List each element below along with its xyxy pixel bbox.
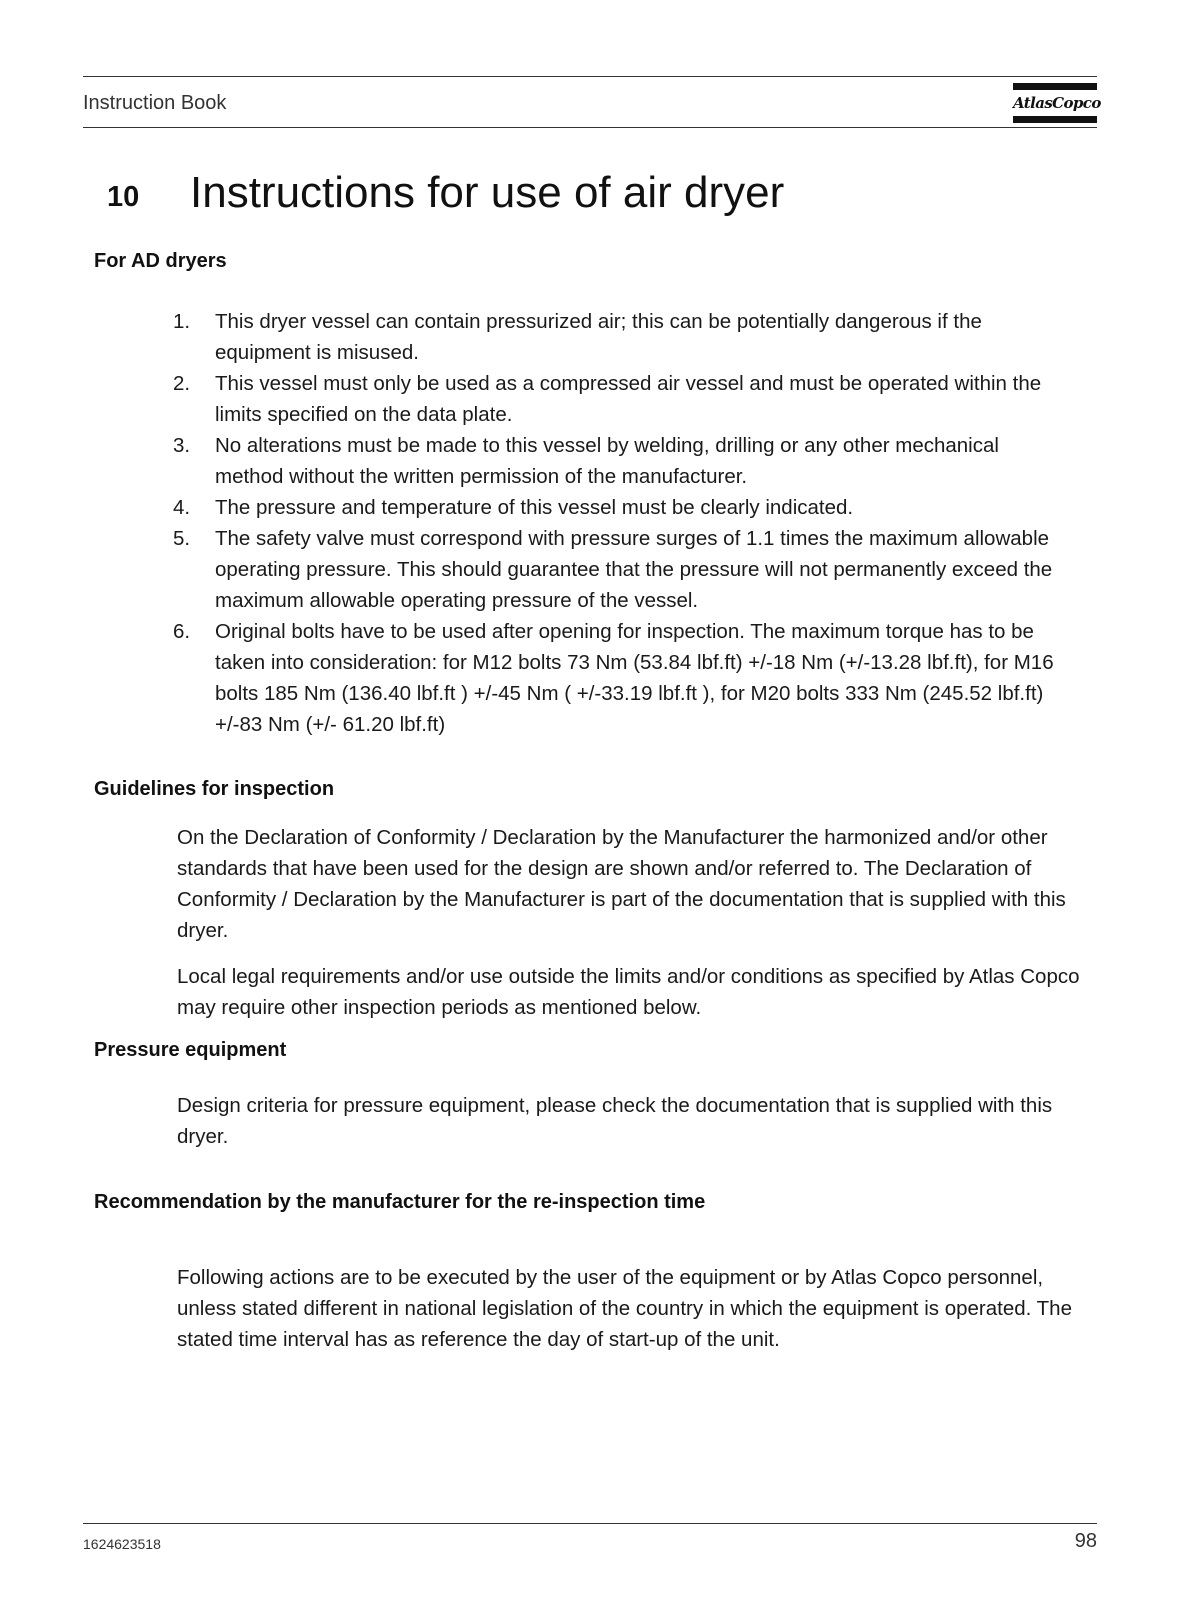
- list-item-text: This dryer vessel can contain pressurized air; this can be potentially dangerous if the equipment is misused.: [215, 310, 982, 364]
- chapter-number: 10: [107, 181, 140, 213]
- list-item: [173, 306, 1073, 368]
- logo-wordmark: AtlasCopco: [1013, 94, 1101, 112]
- recommendation-paragraph: Following actions are to be executed by the user of the equipment or by Atlas Copco personnel, unless stated different in national legislation of the country in which the equipment is operated. The stated time interval has as reference the day of start-up of the unit.: [177, 1266, 1072, 1351]
- list-item-number: 5.: [173, 527, 191, 550]
- list-item-text: Original bolts have to be used after opening for inspection. The maximum torque has to be taken into consideration: for M12 bolts 73 Nm (53.84 lbf.ft) +/-18 Nm (+/-13.28 lbf.ft), for M16 bolts 185 Nm (136.40 lbf.ft ) +/-45 Nm ( +/-33.19 lbf.ft ), for M20 bolts 333 Nm (245.52 lbf.ft) +/-83 Nm (+/- 61.20 lbf.ft): [215, 620, 1054, 736]
- section-heading-pressure-equipment: Pressure equipment: [94, 1039, 287, 1061]
- guidelines-paragraph-1: On the Declaration of Conformity / Declaration by the Manufacturer the harmonized and/or other standards that have been used for the design are shown and/or referred to. The Declaration of Conformity / Declaration by the Manufacturer is part of the documentation that is supplied with this dryer.: [177, 826, 1066, 942]
- list-item-number: 1.: [173, 310, 191, 333]
- list-item: [173, 368, 1073, 430]
- list-item: [173, 523, 1073, 616]
- list-item: [173, 430, 1073, 492]
- list-item-number: 3.: [173, 434, 191, 457]
- logo-bar-bottom: [1013, 116, 1097, 123]
- footer-rule: [83, 1523, 1097, 1524]
- list-item-number: 4.: [173, 496, 191, 519]
- pressure-equipment-paragraph: Design criteria for pressure equipment, please check the documentation that is supplied with this dryer.: [177, 1094, 1053, 1148]
- list-item-text: The safety valve must correspond with pressure surges of 1.1 times the maximum allowable operating pressure. This should guarantee that the pressure will not permanently exceed the maximum allowable operating pressure of the vessel.: [215, 527, 1053, 612]
- list-item-text: The pressure and temperature of this vessel must be clearly indicated.: [215, 496, 854, 519]
- footer-page-number: 98: [1074, 1530, 1097, 1552]
- list-item-number: 6.: [173, 620, 191, 643]
- list-item: [173, 492, 1073, 523]
- list-item-text: This vessel must only be used as a compressed air vessel and must be operated within the limits specified on the data plate.: [215, 372, 1042, 426]
- ad-dryer-instruction-list: [173, 306, 1073, 740]
- list-item-number: 2.: [173, 372, 191, 395]
- logo-bar-top: [1013, 83, 1097, 90]
- footer-document-number: 1624623518: [83, 1536, 161, 1552]
- header-title: Instruction Book: [83, 92, 227, 114]
- section-heading-ad-dryers: For AD dryers: [94, 250, 227, 272]
- chapter-title: Instructions for use of air dryer: [190, 168, 785, 217]
- list-item-text: No alterations must be made to this vessel by welding, drilling or any other mechanical method without the written permission of the manufacturer.: [215, 434, 999, 488]
- section-heading-guidelines: Guidelines for inspection: [94, 778, 335, 800]
- list-item: [173, 616, 1073, 740]
- atlas-copco-logo: [1013, 83, 1101, 124]
- header-rule-bottom: [83, 127, 1097, 128]
- section-heading-recommendation: Recommendation by the manufacturer for the re-inspection time: [94, 1191, 706, 1213]
- header-rule-top: [83, 76, 1097, 77]
- guidelines-paragraph-2: Local legal requirements and/or use outside the limits and/or conditions as specified by Atlas Copco may require other inspection periods as mentioned below.: [177, 965, 1080, 1019]
